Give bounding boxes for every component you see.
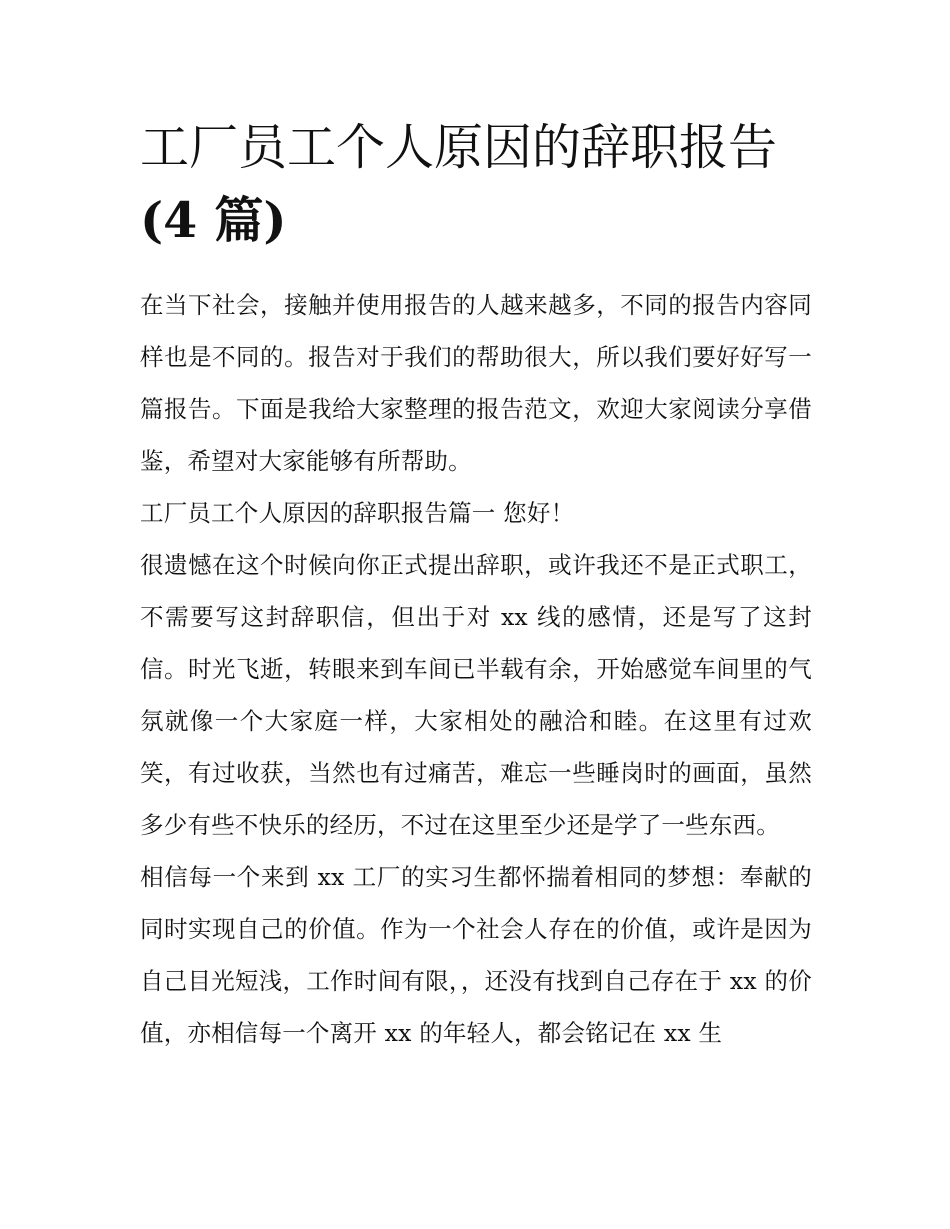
document-body (140, 112, 812, 1059)
title-line-2: (4 篇) (140, 191, 287, 249)
body-paragraph-1: 很遗憾在这个时候向你正式提出辞职，或许我还不是正式职工，不需要写这封辞职信，但出于对 xx 线的感情，还是写了这封信。时光飞逝，转眼来到车间已半载有余，开始感觉车间里的气氛就像一个大家庭一样，大家相处的融洽和睦。在这里有过欢笑，有过收获，当然也有过痛苦，难忘一些睡岗时的画面，虽然多少有些不快乐的经历，不过在这里至少还是学了一些东西。 (140, 551, 812, 839)
document-title (140, 112, 812, 257)
body-paragraph-2: 相信每一个来到 xx 工厂的实习生都怀揣着相同的梦想：奉献的同时实现自己的价值。作为一个社会人存在的价值，或许是因为自己目光短浅，工作时间有限，，还没有找到自己存在于 xx 的价值，亦相信每一个离开 xx 的年轻人，都会铭记在 xx 生 (140, 863, 812, 1047)
intro-paragraph: 在当下社会，接触并使用报告的人越来越多，不同的报告内容同样也是不同的。报告对于我们的帮助很大，所以我们要好好写一篇报告。下面是我给大家整理的报告范文，欢迎大家阅读分享借鉴，希望对大家能够有所帮助。 (140, 291, 812, 475)
title-line-1: 工厂员工个人原因的辞职报告 (140, 119, 778, 176)
section-heading-paragraph: 工厂员工个人原因的辞职报告篇一 您好！ (140, 499, 575, 527)
